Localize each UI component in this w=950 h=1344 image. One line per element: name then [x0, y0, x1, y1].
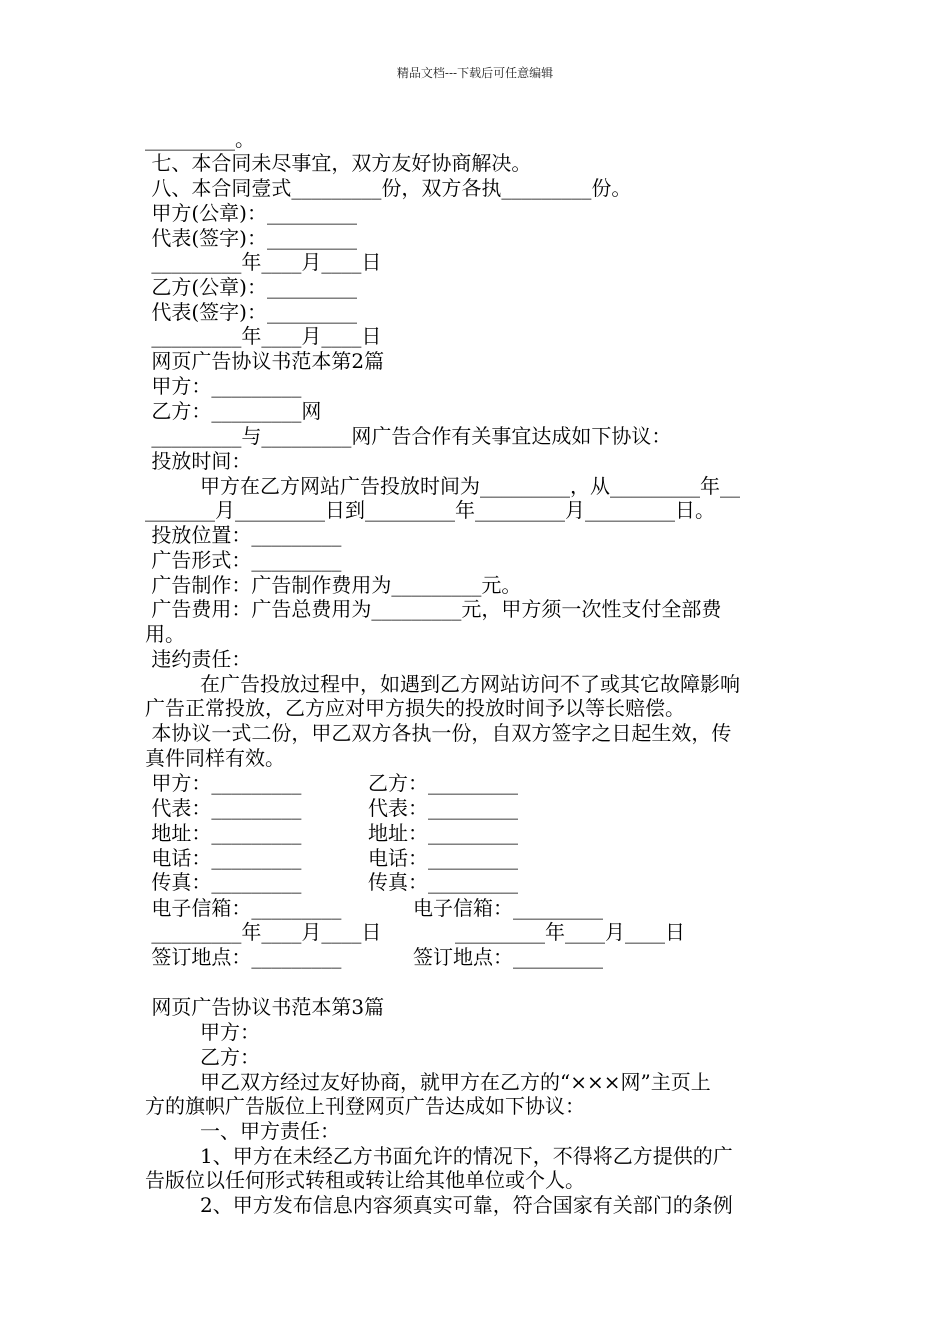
party-a-field: 代表：_________ [145, 796, 302, 820]
text-line: 甲方在乙方网站广告投放时间为_________，从_________年__ [200, 474, 740, 498]
text-line: 甲方(公章)：_________ [145, 201, 357, 225]
text-line: 用。 [145, 622, 185, 646]
text-line: 广告形式：_________ [145, 548, 342, 572]
text-line: _________。 [145, 127, 255, 151]
text-line: 广告费用：广告总费用为_________元，甲方须一次性支付全部费 [145, 597, 722, 621]
party-b-field: 电话：_________ [368, 846, 518, 870]
party-a-field: 甲方：_________ [145, 771, 302, 795]
text-line: 2、甲方发布信息内容须真实可靠，符合国家有关部门的条例 [200, 1193, 733, 1217]
text-line: 投放位置：_________ [145, 523, 342, 547]
party-b-field: 代表：_________ [368, 796, 518, 820]
text-line: 代表(签字)：_________ [145, 300, 357, 324]
text-line: _______月_________日到_________年_________月_________日。 [145, 498, 715, 522]
party-b-field: 签订地点：_________ [413, 945, 603, 969]
text-line: 甲乙双方经过友好协商，就甲方在乙方的“×××网”主页上 [200, 1070, 711, 1094]
text-line: 投放时间： [145, 449, 252, 473]
text-line: 乙方(公章)：_________ [145, 275, 357, 299]
party-b-field: 电子信箱：_________ [413, 896, 603, 920]
text-line: 代表(签字)：_________ [145, 226, 357, 250]
text-line: 广告制作：广告制作费用为_________元。 [145, 573, 522, 597]
party-b-field: 传真：_________ [368, 870, 518, 894]
text-line: 八、本合同壹式_________份，双方各执_________份。 [145, 176, 632, 200]
party-b-date: _________年____月____日 [455, 920, 685, 944]
text-line: 方的旗帜广告版位上刊登网页广告达成如下协议： [145, 1094, 585, 1118]
section-heading: 网页广告协议书范本第3篇 [145, 995, 385, 1019]
text-line: 真件同样有效。 [145, 746, 285, 770]
text-line: _________与_________网广告合作有关事宜达成如下协议： [145, 424, 672, 448]
party-a-field: 签订地点：_________ [145, 945, 342, 969]
text-line: _________年____月____日 [145, 250, 382, 274]
text-line: 七、本合同未尽事宜，双方友好协商解决。 [145, 151, 532, 175]
text-line: 本协议一式二份，甲乙双方各执一份，自双方签字之日起生效，传 [145, 721, 732, 745]
party-a-field: 地址：_________ [145, 821, 302, 845]
text-line: 告版位以任何形式转租或转让给其他单位或个人。 [145, 1168, 585, 1192]
page-header: 精品文档---下载后可任意编辑 [396, 66, 554, 80]
party-a-field: 传真：_________ [145, 870, 302, 894]
party-b-field: 乙方：_________ [368, 771, 518, 795]
text-line: 一、甲方责任： [200, 1119, 340, 1143]
party-b-field: 地址：_________ [368, 821, 518, 845]
text-line: 乙方： [200, 1045, 260, 1069]
party-a-field: 电话：_________ [145, 846, 302, 870]
section-heading: 网页广告协议书范本第2篇 [145, 349, 385, 373]
text-line: 甲方：_________ [145, 374, 302, 398]
text-line: 在广告投放过程中，如遇到乙方网站访问不了或其它故障影响 [200, 672, 740, 696]
text-line: 广告正常投放，乙方应对甲方损失的投放时间予以等长赔偿。 [145, 696, 685, 720]
text-line: 违约责任： [145, 647, 252, 671]
text-line: 甲方： [200, 1020, 260, 1044]
text-line: _________年____月____日 [145, 324, 382, 348]
party-a-field: 电子信箱：_________ [145, 896, 342, 920]
text-line: 乙方：_________网 [145, 399, 322, 423]
party-a-date: _________年____月____日 [145, 920, 382, 944]
text-line: 1、甲方在未经乙方书面允许的情况下，不得将乙方提供的广 [200, 1144, 733, 1168]
